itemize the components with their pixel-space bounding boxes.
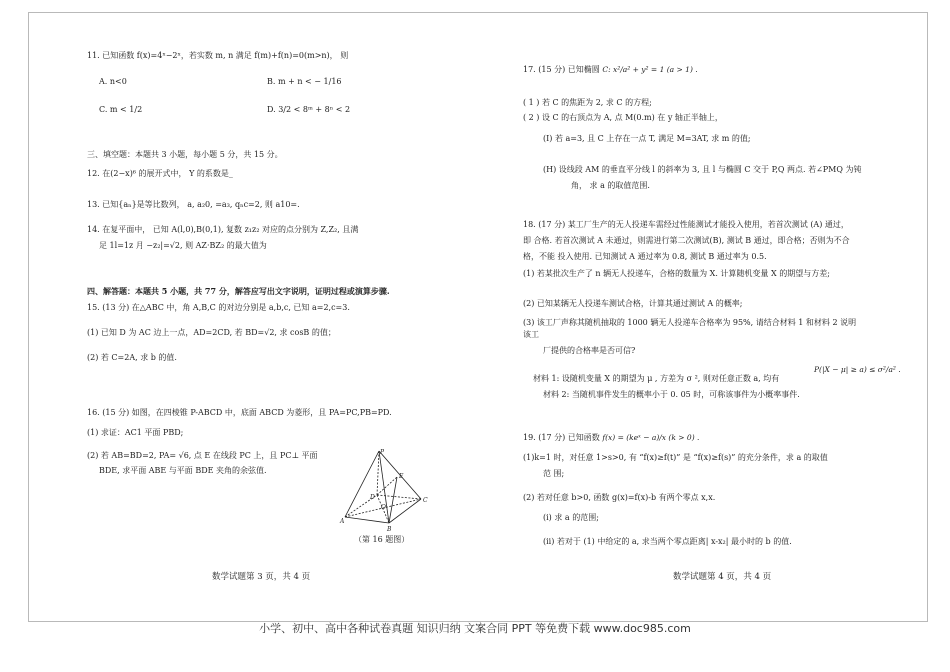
- label-d: D: [370, 494, 375, 501]
- q18-part2: (2) 已知某辆无人投递车测试合格，计算其通过测试 A 的概率;: [523, 299, 743, 308]
- q17-part2-ii-line1: (H) 设线段 AM 的垂直平分线 l 的斜率为 3, 且 l 与椭圆 C 交于 P,Q 两点. 若∠PMQ 为钝: [543, 165, 862, 174]
- q19-part2-ii: (ii) 若对于 (1) 中给定的 a, 求当两个零点距离| x-x₂| 最小时的 b 的值.: [543, 537, 792, 546]
- q17-stem-text: 17. (15 分) 已知椭圆: [523, 65, 600, 74]
- label-o: O: [381, 504, 386, 511]
- q16-stem: 16. (15 分) 如图，在四棱锥 P-ABCD 中，底面 ABCD 为菱形，且 PA=PC,PB=PD.: [87, 408, 392, 417]
- q13-text: 13. 已知{aₙ}是等比数列， a, a₂0, =a₃, qₙc=2, 则 a10=.: [87, 200, 300, 209]
- q17-part1: ( 1 ) 若 C 的焦距为 2, 求 C 的方程;: [523, 98, 652, 107]
- q11-option-b: B. m + n < − 1/16: [267, 77, 342, 86]
- q17-stem: [523, 65, 698, 75]
- q17-part2-ii-line2: 角， 求 a 的取值范围.: [571, 181, 650, 190]
- q16-figure-caption: （第 16 题图）: [354, 535, 410, 544]
- download-banner: 小学、初中、高中各种试卷真题 知识归纳 文案合同 PPT 等免费下载 www.doc985.com: [259, 622, 691, 635]
- q16-part2-line1: (2) 若 AB=BD=2, PA= √6, 点 E 在线段 PC 上，且 PC⊥ 平面: [87, 451, 318, 460]
- label-a: A: [340, 518, 345, 525]
- q18-line1: 18. (17 分) 某工厂生产的无人投递车需经过性能测试才能投入使用，若首次测试 (A) 通过，: [523, 220, 849, 229]
- q18-line2: 即 合格. 若首次测试 A 未通过，则需进行第二次测试(B), 测试 B 通过，即合格；否则为不合: [523, 236, 850, 245]
- q17-part2-i: (I) 若 a=3, 且 C 上存在一点 T, 满足 M=3AT, 求 m 的值;: [543, 134, 751, 143]
- q18-material1-formula: P(|X − μ| ≥ a) ≤ σ²/a² .: [814, 365, 901, 374]
- q11-option-a: A. n<0: [99, 77, 127, 86]
- q15-part1: (1) 已知 D 为 AC 边上一点，AD=2CD, 若 BD=√2, 求 cosB 的值；: [87, 328, 336, 337]
- q19-stem-text: 19. (17 分) 已知函数: [523, 433, 600, 442]
- q15-stem: 15. (13 分) 在△ABC 中，角 A,B,C 的对边分别是 a,b,c, 已知 a=2,c=3.: [87, 303, 350, 312]
- label-b: B: [387, 526, 392, 533]
- q19-part1-line1: (1)k=1 时，对任意 1>s>0, 有 “f(x)≥f(t)” 是 “f(x)≥f(s)” 的充分条件，求 a 的取值: [523, 453, 828, 462]
- q16-part2-line2: BDE, 求平面 ABE 与平面 BDE 夹角的余弦值.: [99, 466, 267, 475]
- q19-function-formula: f(x) = (keˣ − a)/x (k > 0) .: [602, 433, 700, 442]
- q18-part1: (1) 若某批次生产了 n 辆无人投递车，合格的数量为 X. 计算随机变量 X 的期望与方差;: [523, 269, 830, 278]
- q11-option-d: D. 3/2 < 8ᵐ + 8ⁿ < 2: [267, 105, 351, 114]
- q18-part3-line1: (3) 该工厂声称其随机抽取的 1000 辆无人投递车合格率为 95%, 请结合材料 1 和材料 2 说明: [523, 318, 857, 327]
- label-e: E: [399, 473, 404, 480]
- q17-part2: ( 2 ) 设 C 的右顶点为 A, 点 M(0.m) 在 y 轴正半轴上，: [523, 113, 723, 122]
- q12-text: 12. 在(2−x)⁶ 的展开式中， Y 的系数是_: [87, 169, 233, 178]
- right-page: [481, 13, 927, 621]
- label-c: C: [423, 497, 428, 504]
- q11-stem: 11. 已知函数 f(x)=4ˣ−2ˣ，若实数 m, n 满足 f(m)+f(n)=0(m>n)， 则: [87, 51, 349, 60]
- q18-line3: 格，不能 投入使用. 已知测试 A 通过率为 0.8, 测试 B 通过率为 0.5.: [523, 252, 767, 261]
- q16-part1: (1) 求证：AC1 平面 PBD;: [87, 428, 184, 437]
- exam-sheet: [28, 12, 928, 622]
- label-p: P: [380, 449, 385, 456]
- q18-part3-line3: 厂提供的合格率是否可信?: [543, 346, 636, 355]
- q18-material1: 材料 1: 设随机变量 X 的期望为 μ , 方差为 σ ², 则对任意正数 a, 均有: [533, 374, 780, 383]
- q19-stem: [523, 433, 699, 443]
- q11-option-c: C. m < 1/2: [99, 105, 143, 114]
- pyramid-figure: [337, 447, 437, 533]
- q15-part2: (2) 若 C=2A, 求 b 的值.: [87, 353, 177, 362]
- q19-part1-line2: 范 围;: [543, 469, 565, 478]
- q18-part3-line2: 该工: [523, 330, 539, 339]
- left-page-footer: 数学试题第 3 页，共 4 页: [212, 572, 311, 582]
- section-3-heading: 三、填空题：本题共 3 小题，每小题 5 分，共 15 分。: [87, 150, 283, 159]
- q18-material2: 材料 2: 当随机事件发生的概率小于 0. 05 时，可称该事件为小概率事件.: [543, 390, 800, 399]
- left-page: [29, 13, 481, 621]
- right-page-footer: 数学试题第 4 页，共 4 页: [673, 572, 772, 582]
- section-4-heading: 四、解答题：本题共 5 小题，共 77 分，解答应写出文字说明，证明过程或演算步骤.: [87, 286, 390, 296]
- q17-ellipse-formula: C: x²/a² + y² = 1 (a > 1) .: [602, 65, 698, 74]
- q19-part2-i: (i) 求 a 的范围;: [543, 513, 599, 522]
- q19-part2: (2) 若对任意 b>0, 函数 g(x)=f(x)-b 有两个零点 x,x.: [523, 493, 716, 502]
- q14-text-line1: 14. 在复平面中， 已知 A(l,0),B(0,1), 复数 z₁z₂ 对应的点分别为 Z,Z₂, 且满: [87, 225, 359, 234]
- q14-text-line2: 足 1l=1z 月 −z₂|=√2, 则 AZ·BZ₂ 的最大值为: [99, 241, 267, 250]
